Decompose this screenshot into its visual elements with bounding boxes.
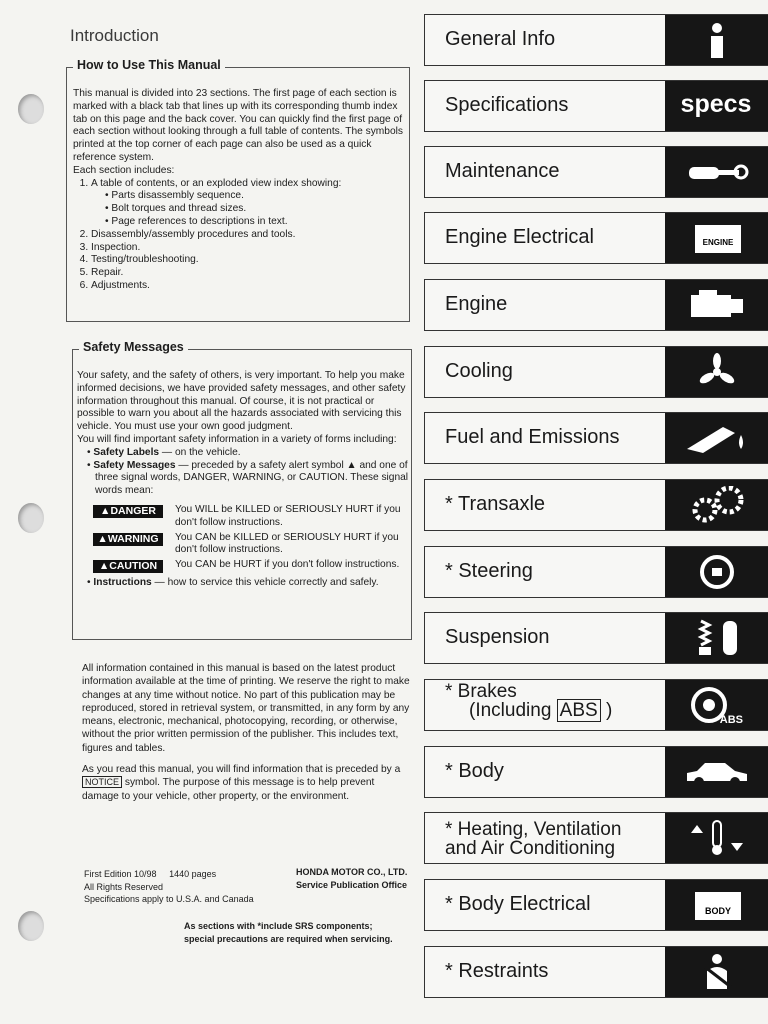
signal-caution: ▲CAUTION You CAN be HURT if you don't follow instructions. [77,559,409,573]
tab-specifications[interactable]: Specifications specs [424,80,768,132]
safety-section [72,340,412,640]
tab-brakes[interactable]: * Brakes (Including ABS ) ABS [424,679,768,731]
how-to-use-section [66,58,410,322]
signal-warning: ▲WARNING You CAN be KILLED or SERIOUSLY HURT if you don't follow instructions. [77,532,409,558]
list-item: • Instructions — how to service this vehicle correctly and safely. [87,577,409,590]
info-paragraph: As you read this manual, you will find information that is preceded by a NOTICE symbol. The purpose of this message is to help prevent damage to your vehicle, other property, or the environment. [82,764,401,802]
tab-body-electrical[interactable]: * Body Electrical BODY [424,879,768,931]
binder-hole [18,94,44,124]
list-item: • Bolt torques and thread sizes. [105,203,403,216]
list-item: 1. A table of contents, or an exploded view index showing: • Parts disassembly sequence. • Bolt torques and thread sizes. • Page references to descriptions in text. [91,178,403,229]
list-item: • Safety Messages — preceded by a safety alert symbol ▲ and one of three signal words, DANGER, WARNING, or CAUTION. These signal words mean: [87,460,409,498]
tab-engine[interactable]: Engine [424,279,768,331]
info-icon [683,21,751,59]
tab-suspension[interactable]: Suspension [424,612,768,664]
binder-hole [18,503,44,533]
tab-cooling[interactable]: Cooling [424,346,768,398]
notice-symbol: NOTICE [82,776,122,788]
binder-hole [18,911,44,941]
srs-note: As sections with *include SRS components; special precautions are required when servicing. [184,921,393,944]
battery-icon: ENGINE [695,225,741,253]
footer-company: HONDA MOTOR CO., LTD. Service Publication Office [296,867,408,890]
list-item: • Page references to descriptions in text. [105,216,403,229]
warning-badge: ▲WARNING [93,533,163,546]
list-item: • Parts disassembly sequence. [105,190,403,203]
thermometer-icon [683,819,751,857]
footer-left: First Edition 10/98 1440 pages All Rights Reserved Specifications apply to U.S.A. and Canada [84,869,254,904]
signal-danger: ▲DANGER You WILL be KILLED or SERIOUSLY HURT if you don't follow instructions. [77,504,409,530]
legal-info [82,662,412,811]
tab-restraints[interactable]: * Restraints [424,946,768,998]
list-item: 6. Adjustments. [91,280,403,293]
tab-maintenance[interactable]: Maintenance [424,146,768,198]
fan-icon [683,353,751,391]
list-item: 5. Repair. [91,267,403,280]
section-contents-list [73,178,403,293]
seatbelt-icon [683,953,751,991]
wrench-hand-icon [683,153,751,191]
tab-engine-electrical[interactable]: Engine Electrical ENGINE [424,212,768,264]
specs-icon: specs [680,90,752,118]
abs-label: ABS [719,714,743,726]
tab-steering[interactable]: * Steering [424,546,768,598]
info-paragraph: All information contained in this manual is based on the latest product information available at the time of printing. We reserve the right to make changes at any time without notice. No part of this publication may be reproduced, stored in retrieval system, or transmitted, in any form by any means, electronic, mechanical, photocopying, recording, or otherwise, without the prior written permission of the publisher. This includes text, figures and tables. [82,663,410,754]
tab-hvac[interactable]: * Heating, Ventilation and Air Conditioning [424,812,768,864]
gears-icon [683,486,751,524]
safety-paragraph: You will find important safety information in a variety of forms including: [77,433,397,445]
car-body-icon [683,753,751,791]
suspension-icon [683,619,751,657]
section-heading: Safety Messages [79,340,188,354]
list-item: 3. Inspection. [91,242,403,255]
battery-body-icon: BODY [695,892,741,920]
intro-paragraph: This manual is divided into 23 sections. The first page of each section is marked with a black tab that lines up with its corresponding thumb index tab on this page and the back cover. You can quickly find the first page of each section without looking through a full table of contents. The symbols printed at the top corner of each page can also be used as a quick reference system. [73,88,403,163]
abs-box: ABS [557,699,601,722]
tab-general-info[interactable]: General Info [424,14,768,66]
section-heading: How to Use This Manual [73,58,225,72]
fuel-nozzle-icon [683,419,751,457]
tab-body[interactable]: * Body [424,746,768,798]
caution-badge: ▲CAUTION [93,560,163,573]
includes-line: Each section includes: [73,164,175,176]
page-title: Introduction [70,26,159,45]
list-item: • Safety Labels — on the vehicle. [87,447,409,460]
danger-badge: ▲DANGER [93,505,163,518]
tab-transaxle[interactable]: * Transaxle [424,479,768,531]
steering-wheel-icon [683,553,751,591]
list-item: 4. Testing/troubleshooting. [91,254,403,267]
list-item: 2. Disassembly/assembly procedures and tools. [91,229,403,242]
safety-paragraph: Your safety, and the safety of others, is very important. To help you make informed decisions, we have provided safety messages, and other safety information throughout this manual. Of course, it is not practical or possible to warn you about all the hazards associated with servicing this vehicle. You must use your own good judgment. [77,370,406,433]
tab-fuel-emissions[interactable]: Fuel and Emissions [424,412,768,464]
engine-icon [683,286,751,324]
